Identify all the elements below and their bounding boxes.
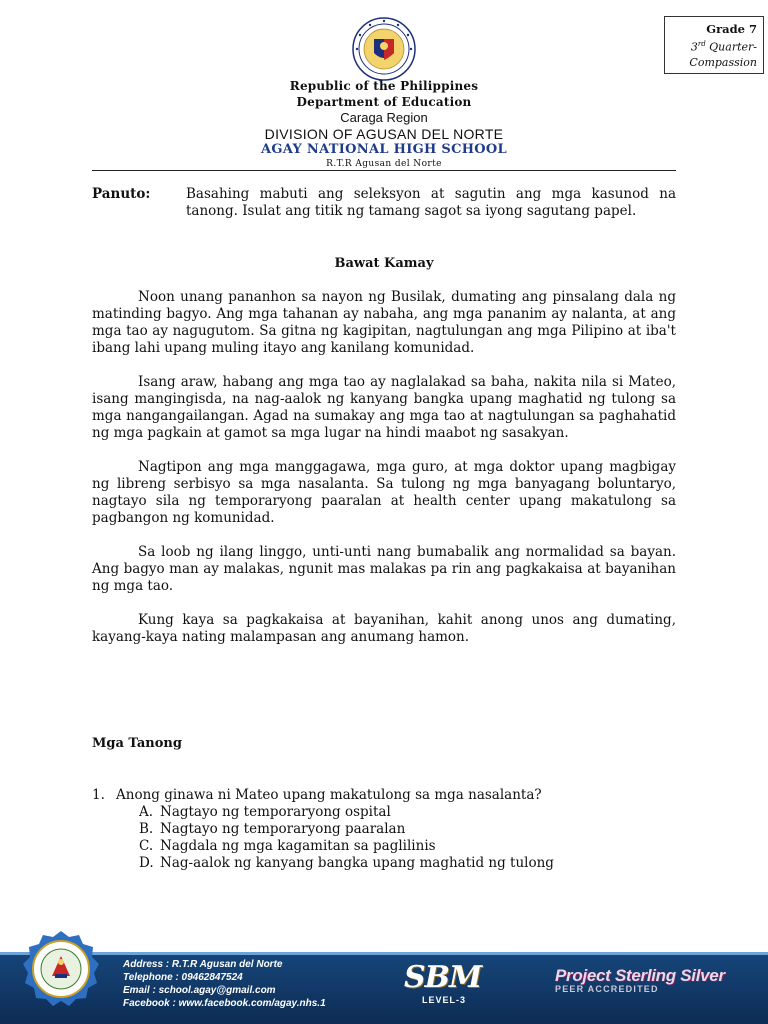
question-item bbox=[92, 787, 676, 872]
quarter-number: 3 bbox=[690, 40, 698, 54]
story-paragraph: Nagtipon ang mga manggagawa, mga guro, at mga doktor upang magbigay ng libreng serbisyo sa mga nasalanta. Sa tulong ng mga banyagang boluntaryo, nagtayo sila ng temporaryong paaralan at health center upang makatulong sa pagbangon ng komunidad. bbox=[92, 459, 676, 526]
school-address: R.T.R Agusan del Norte bbox=[326, 159, 442, 169]
footer-contact bbox=[123, 958, 326, 1010]
instructions-label: Panuto: bbox=[92, 186, 151, 202]
instructions-text: Basahing mabuti ang seleksyon at sagutin ang mga kasunod na tanong. Isulat ang titik ng tamang sagot sa iyong sagutang papel. bbox=[186, 186, 676, 219]
school-seal-logo bbox=[22, 930, 100, 1008]
choice-letter: B. bbox=[139, 821, 154, 837]
department-line: Department of Education bbox=[296, 95, 472, 109]
choice-d bbox=[139, 855, 676, 872]
choice-letter: D. bbox=[139, 855, 154, 871]
footer-telephone: Telephone : 09462847524 bbox=[123, 972, 243, 983]
grade-label: Grade 7 bbox=[706, 22, 757, 36]
grade-box bbox=[664, 16, 764, 74]
region-line: Caraga Region bbox=[340, 110, 428, 125]
choice-text: Nagtayo ng temporaryong ospital bbox=[160, 804, 391, 820]
choice-list bbox=[139, 804, 676, 872]
choice-letter: A. bbox=[139, 804, 154, 820]
letterhead bbox=[0, 78, 768, 171]
quarter-label bbox=[669, 37, 757, 55]
division-line: DIVISION OF AGUSAN DEL NORTE bbox=[264, 126, 504, 142]
questions-title: Mga Tanong bbox=[92, 736, 182, 751]
footer-email: Email : school.agay@gmail.com bbox=[123, 985, 276, 996]
choice-b bbox=[139, 821, 676, 838]
quarter-text: Quarter- bbox=[705, 40, 757, 54]
choice-c bbox=[139, 838, 676, 855]
choice-letter: C. bbox=[139, 838, 154, 854]
story-paragraph: Isang araw, habang ang mga tao ay naglalakad sa baha, nakita nila si Mateo, isang mangingisda, na nag-aalok ng kanyang bangka upang maghatid ng tulong sa mga nangangailangan. Agad na sumakay ang mga tao at nagtulungan sa paghahatid ng mga pagkain at gamot sa mga lugar na hindi maabot ng sasakyan. bbox=[92, 374, 676, 441]
question-stem bbox=[92, 787, 676, 804]
republic-line: Republic of the Philippines bbox=[289, 79, 479, 93]
project-sterling-logo bbox=[555, 966, 725, 994]
story-paragraph: Noon unang pananhon sa nayon ng Busilak, dumating ang pinsalang dala ng matinding bagyo. Ang mga tahanan ay nabaha, ang mga pananim ay nalanta, at ang mga tao ay nagugutom. Sa gitna ng kagipitan, nagtulungan ang mga Pilipino at iba't ibang lahi upang muling itayo ang kanilang komunidad. bbox=[92, 289, 676, 356]
header-divider bbox=[92, 170, 676, 171]
topic-label: Compassion bbox=[689, 55, 757, 69]
sbm-word: SBM bbox=[404, 960, 482, 995]
instructions bbox=[92, 186, 676, 220]
story-title: Bawat Kamay bbox=[334, 256, 434, 271]
choice-text: Nag-aalok ng kanyang bangka upang maghatid ng tulong bbox=[160, 855, 554, 871]
sbm-level: LEVEL-3 bbox=[422, 995, 467, 1005]
deped-seal-logo bbox=[352, 17, 416, 81]
project-subtitle: PEER ACCREDITED bbox=[555, 984, 659, 994]
choice-text: Nagtayo ng temporaryong paaralan bbox=[160, 821, 406, 837]
story-paragraph: Sa loob ng ilang linggo, unti-unti nang bumabalik ang normalidad sa bayan. Ang bagyo man ay malakas, ngunit mas malakas pa rin ang pagkakaisa at bayanihan ng mga tao. bbox=[92, 544, 676, 594]
school-name: AGAY NATIONAL HIGH SCHOOL bbox=[261, 142, 507, 157]
question-text: Anong ginawa ni Mateo upang makatulong sa mga nasalanta? bbox=[116, 787, 542, 803]
choice-a bbox=[139, 804, 676, 821]
footer-facebook: Facebook : www.facebook.com/agay.nhs.1 bbox=[123, 998, 326, 1009]
story-paragraph: Kung kaya sa pagkakaisa at bayanihan, kahit anong unos ang dumating, kayang-kaya nating malampasan ang anumang hamon. bbox=[92, 612, 676, 645]
quarter-ordinal: rd bbox=[697, 40, 706, 48]
choice-text: Nagdala ng mga kagamitan sa paglilinis bbox=[160, 838, 436, 854]
footer-stripe bbox=[0, 952, 768, 955]
project-title: Project Sterling Silver bbox=[555, 966, 725, 985]
question-number: 1. bbox=[92, 787, 105, 803]
sbm-logo bbox=[402, 960, 492, 1012]
story-body bbox=[92, 289, 676, 663]
footer-address: Address : R.T.R Agusan del Norte bbox=[123, 959, 283, 970]
